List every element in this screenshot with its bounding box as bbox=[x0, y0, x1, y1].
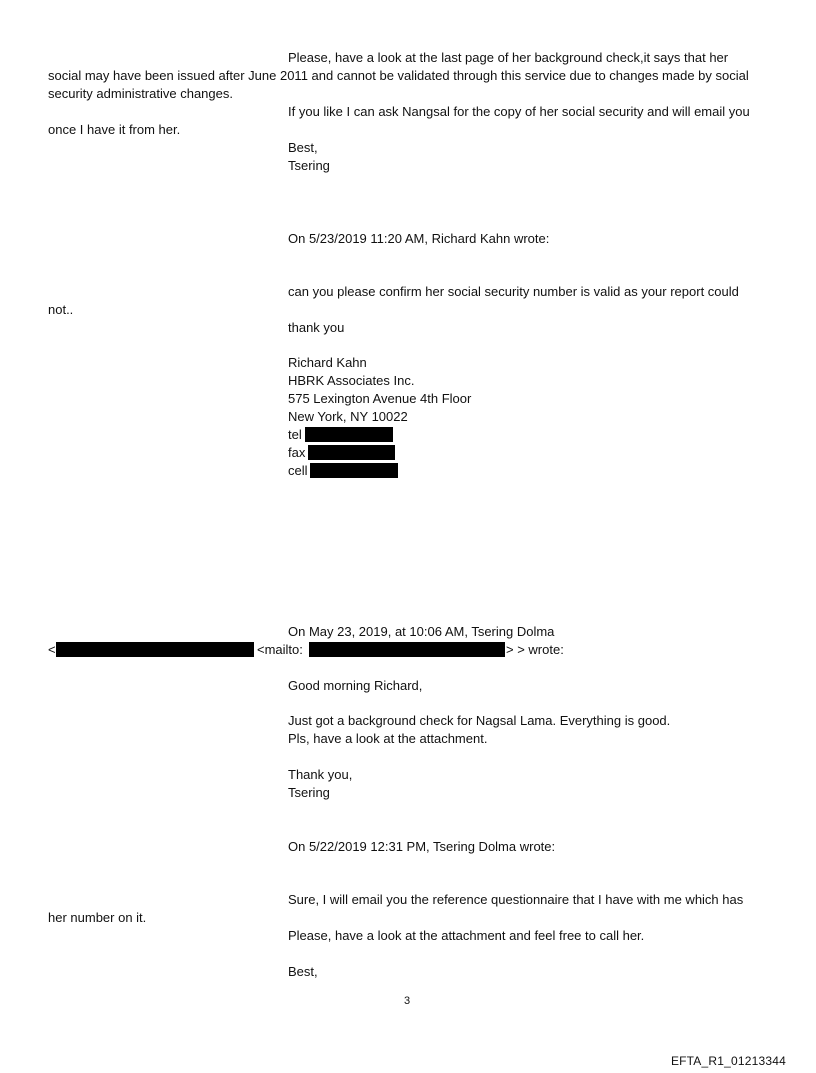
email-tsering-1-mailto: <mailto: bbox=[257, 642, 303, 657]
email-tsering-2-body-line-2: her number on it. bbox=[48, 910, 147, 925]
email-tsering-1-lt: < bbox=[48, 642, 56, 657]
reply-top-line-1: Please, have a look at the last page of her background check,it says that her bbox=[288, 50, 729, 65]
email-tsering-1-body-line-1: Just got a background check for Nagsal Lama. Everything is good. bbox=[288, 713, 671, 728]
redaction-block-cell bbox=[310, 463, 398, 478]
reply-top-line-2: social may have been issued after June 2011 and cannot be validated through this service due to changes made by social bbox=[48, 68, 749, 83]
reply-top-line-5: once I have it from her. bbox=[48, 122, 181, 137]
email-tsering-1-signature: Tsering bbox=[288, 785, 330, 800]
email-richard-body-line-1: can you please confirm her social security number is valid as your report could bbox=[288, 284, 739, 299]
redaction-block-email bbox=[56, 642, 254, 657]
signature-cell-label: cell bbox=[288, 463, 308, 478]
signature-company: HBRK Associates Inc. bbox=[288, 373, 415, 388]
redaction-block-mailto bbox=[309, 642, 505, 657]
redaction-block-fax bbox=[308, 445, 395, 460]
reply-top-closing: Best, bbox=[288, 140, 318, 155]
email-tsering-1-closing: Thank you, bbox=[288, 767, 353, 782]
email-tsering-1-body-line-2: Pls, have a look at the attachment. bbox=[288, 731, 488, 746]
email-tsering-2-header: On 5/22/2019 12:31 PM, Tsering Dolma wrote: bbox=[288, 839, 556, 854]
signature-address-2: New York, NY 10022 bbox=[288, 409, 408, 424]
email-tsering-1-wrote: > > wrote: bbox=[506, 642, 564, 657]
reply-top-line-3: security administrative changes. bbox=[48, 86, 233, 101]
email-tsering-1-header: On May 23, 2019, at 10:06 AM, Tsering Dolma bbox=[288, 624, 555, 639]
reply-top-line-4: If you like I can ask Nangsal for the copy of her social security and will email you bbox=[288, 104, 750, 119]
signature-tel-label: tel bbox=[288, 427, 302, 442]
email-tsering-2-body-line-1: Sure, I will email you the reference questionnaire that I have with me which has bbox=[288, 892, 744, 907]
page-number: 3 bbox=[404, 995, 411, 1007]
signature-address-1: 575 Lexington Avenue 4th Floor bbox=[288, 391, 472, 406]
email-richard-thanks: thank you bbox=[288, 320, 345, 335]
email-tsering-1-greeting: Good morning Richard, bbox=[288, 678, 423, 693]
redaction-block-tel bbox=[305, 427, 393, 442]
reply-top-signature: Tsering bbox=[288, 158, 330, 173]
signature-name: Richard Kahn bbox=[288, 355, 367, 370]
email-richard-body-line-2: not.. bbox=[48, 302, 74, 317]
email-tsering-2-body-line-3: Please, have a look at the attachment and feel free to call her. bbox=[288, 928, 645, 943]
signature-fax-label: fax bbox=[288, 445, 306, 460]
email-tsering-2-closing: Best, bbox=[288, 964, 318, 979]
document-id: EFTA_R1_01213344 bbox=[670, 1054, 786, 1068]
email-richard-header: On 5/23/2019 11:20 AM, Richard Kahn wrote: bbox=[288, 231, 550, 246]
